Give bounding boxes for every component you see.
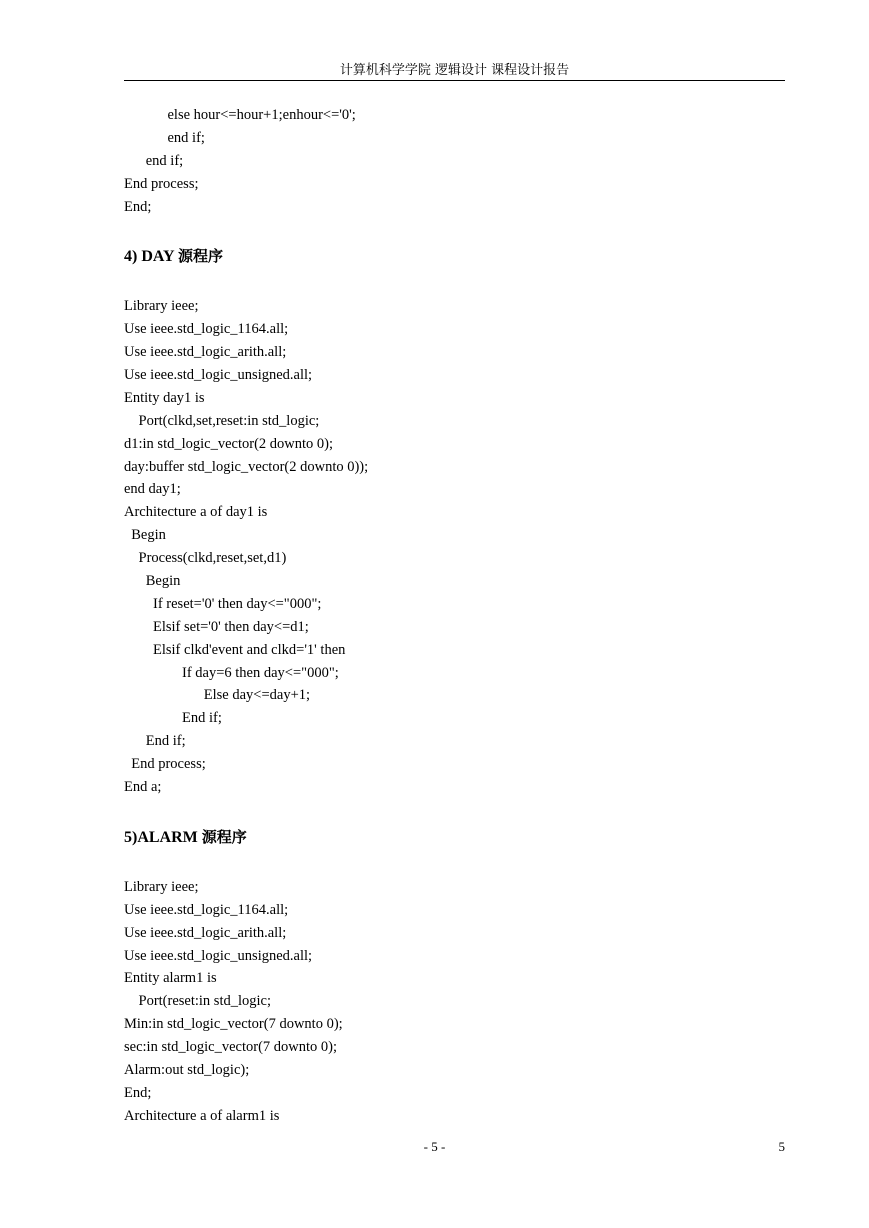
code-line: Port(reset:in std_logic; <box>124 993 271 1010</box>
code-line: Begin <box>124 573 181 590</box>
code-line: Use ieee.std_logic_unsigned.all; <box>124 367 313 384</box>
code-line: End process; <box>124 756 206 773</box>
code-line: Library ieee; <box>124 298 199 315</box>
page-header <box>124 62 785 81</box>
code-line: end if; <box>124 129 205 146</box>
code-line: End a; <box>124 779 162 796</box>
code-line: else hour<=hour+1;enhour<='0'; <box>124 107 356 123</box>
header-title: 计算机科学学院 逻辑设计 课程设计报告 <box>339 63 570 78</box>
code-line: End; <box>124 1084 152 1101</box>
section-heading-title: 源程序 <box>177 247 223 266</box>
code-line: end day1; <box>124 481 181 498</box>
section-heading <box>124 826 785 849</box>
code-line: End if; <box>124 733 186 750</box>
code-line: Process(clkd,reset,set,d1) <box>124 550 287 567</box>
spacer <box>124 268 785 295</box>
code-line: Use ieee.std_logic_unsigned.all; <box>124 947 313 964</box>
code-line: If day=6 then day<="000"; <box>124 664 339 681</box>
section-heading-title: 源程序 <box>201 827 247 846</box>
code-line: Architecture a of day1 is <box>124 504 268 521</box>
code-line: Entity alarm1 is <box>124 970 217 987</box>
code-line: end if; <box>124 152 184 169</box>
section-heading-number: 4) DAY <box>124 248 178 266</box>
code-line: Architecture a of alarm1 is <box>124 1107 280 1124</box>
code-line: Port(clkd,set,reset:in std_logic; <box>124 412 320 429</box>
code-line: Library ieee; <box>124 878 199 895</box>
spacer <box>124 849 785 876</box>
page-number: - 5 - <box>423 1139 446 1154</box>
code-line: Else day<=day+1; <box>124 687 311 704</box>
section-heading <box>124 245 785 268</box>
code-line: End if; <box>124 710 222 727</box>
code-line: sec:in std_logic_vector(7 downto 0); <box>124 1039 338 1056</box>
code-line: day:buffer std_logic_vector(2 downto 0)); <box>124 458 369 475</box>
code-line: Elsif set='0' then day<=d1; <box>124 618 309 635</box>
code-line: End process; <box>124 175 199 192</box>
code-line: Use ieee.std_logic_1164.all; <box>124 901 289 918</box>
code-line: Use ieee.std_logic_arith.all; <box>124 924 287 941</box>
code-line: If reset='0' then day<="000"; <box>124 595 322 612</box>
code-line: Use ieee.std_logic_arith.all; <box>124 344 287 361</box>
spacer <box>124 218 785 245</box>
code-line: Min:in std_logic_vector(7 downto 0); <box>124 1016 343 1033</box>
page-number-right: 5 <box>778 1139 785 1154</box>
code-line: Entity day1 is <box>124 389 205 406</box>
document-body <box>124 104 785 1128</box>
code-line: Alarm:out std_logic); <box>124 1061 250 1078</box>
code-line: Use ieee.std_logic_1164.all; <box>124 321 289 338</box>
code-line: Begin <box>124 527 166 544</box>
code-line: Elsif clkd'event and clkd='1' then <box>124 641 346 658</box>
section-heading-number: 5)ALARM <box>124 828 202 846</box>
code-line: d1:in std_logic_vector(2 downto 0); <box>124 435 334 452</box>
spacer <box>124 799 785 826</box>
code-line: End; <box>124 198 152 215</box>
